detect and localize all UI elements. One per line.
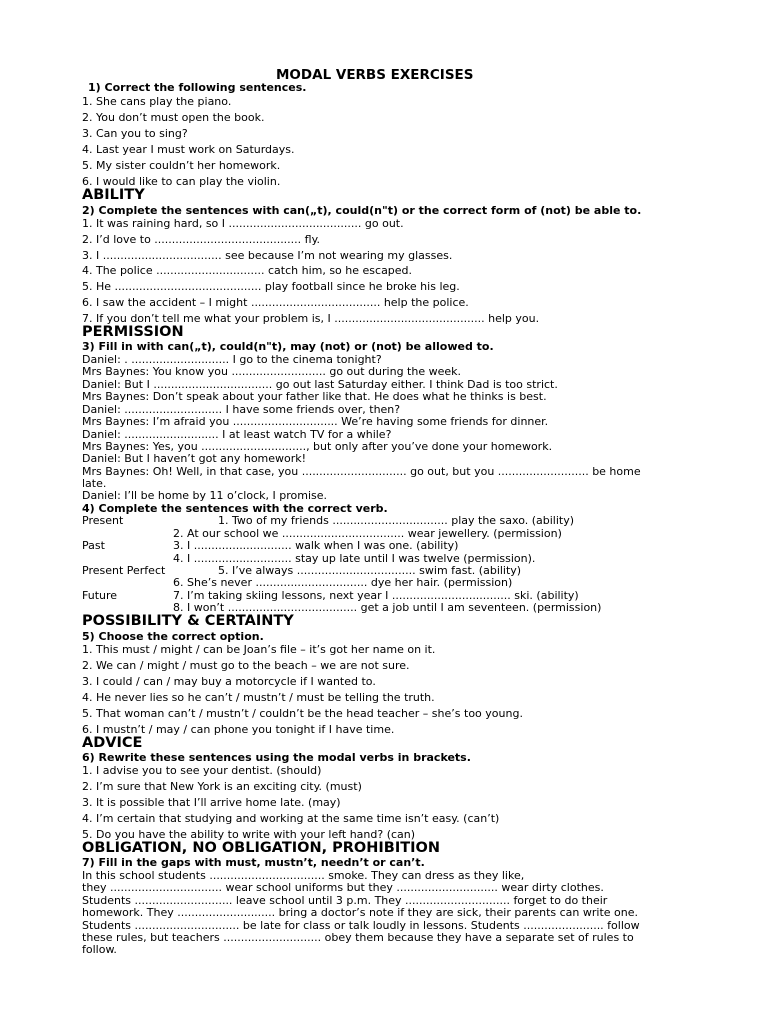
section-heading-permission: PERMISSION bbox=[82, 324, 184, 340]
tense-label: Present bbox=[82, 514, 124, 527]
list-item: 4. I ............................ stay up late until I was twelve (permission). bbox=[173, 552, 536, 565]
ex7-instruction: 7) Fill in the gaps with must, mustn’t, needn’t or can’t. bbox=[82, 856, 425, 869]
list-item: 4. He never lies so he can’t / mustn’t / must be telling the truth. bbox=[82, 691, 435, 704]
tense-label: Past bbox=[82, 539, 105, 552]
dialogue-line: Daniel: ............................ I have some friends over, then? bbox=[82, 403, 401, 416]
dialogue-line: Daniel: ........................... I at least watch TV for a while? bbox=[82, 428, 392, 441]
list-item: 3. Can you to sing? bbox=[82, 127, 188, 140]
section-heading-possibility: POSSIBILITY & CERTAINTY bbox=[82, 613, 294, 629]
list-item: 7. I’m taking skiing lessons, next year I .................................. ski. (ability) bbox=[173, 589, 579, 602]
dialogue-line: Daniel: But I haven’t got any homework! bbox=[82, 452, 307, 465]
list-item: 5. My sister couldn’t her homework. bbox=[82, 159, 281, 172]
list-item: 4. The police ............................... catch him, so he escaped. bbox=[82, 264, 413, 277]
dialogue-line: Mrs Baynes: I’m afraid you .............................. We’re having some friends for dinner. bbox=[82, 415, 549, 428]
list-item: 4. I’m certain that studying and working at the same time isn’t easy. (can’t) bbox=[82, 812, 500, 825]
dialogue-line: Daniel: But I .................................. go out last Saturday either. I think Dad is too strict. bbox=[82, 378, 558, 391]
list-item: 1. Two of my friends ................................. play the saxo. (ability) bbox=[218, 514, 575, 527]
paragraph-line: follow. bbox=[82, 943, 117, 956]
list-item: 5. Do you have the ability to write with your left hand? (can) bbox=[82, 828, 416, 841]
list-item: 1. It was raining hard, so I ...................................... go out. bbox=[82, 217, 404, 230]
section-heading-obligation: OBLIGATION, NO OBLIGATION, PROHIBITION bbox=[82, 840, 440, 856]
paragraph-line: In this school students ................................. smoke. They can dress as they like, bbox=[82, 869, 525, 882]
ex6-instruction: 6) Rewrite these sentences using the modal verbs in brackets. bbox=[82, 751, 471, 764]
tense-label: Future bbox=[82, 589, 118, 602]
list-item: 1. I advise you to see your dentist. (should) bbox=[82, 764, 322, 777]
dialogue-line: late. bbox=[82, 477, 107, 490]
list-item: 1. She cans play the piano. bbox=[82, 95, 232, 108]
ex5-instruction: 5) Choose the correct option. bbox=[82, 630, 264, 643]
list-item: 2. I’d love to .......................................... fly. bbox=[82, 233, 321, 246]
list-item: 6. I saw the accident – I might ..................................... help the police. bbox=[82, 296, 469, 309]
ex2-instruction: 2) Complete the sentences with can(„t), could(n"t) or the correct form of (not) be able to. bbox=[82, 204, 642, 217]
list-item: 6. I would like to can play the violin. bbox=[82, 175, 281, 188]
list-item: 5. That woman can’t / mustn’t / couldn’t be the head teacher – she’s too young. bbox=[82, 707, 523, 720]
tense-label: Present Perfect bbox=[82, 564, 166, 577]
ex4-instruction: 4) Complete the sentences with the correct verb. bbox=[82, 502, 388, 515]
paragraph-line: they ................................ wear school uniforms but they ............................. wear dirty clothes. bbox=[82, 881, 604, 894]
dialogue-line: Mrs Baynes: Don’t speak about your father like that. He does what he thinks is best. bbox=[82, 390, 547, 403]
dialogue-line: Mrs Baynes: Yes, you .............................., but only after you’ve done your homework. bbox=[82, 440, 553, 453]
dialogue-line: Daniel: I’ll be home by 11 o’clock, I promise. bbox=[82, 489, 327, 502]
page-title: MODAL VERBS EXERCISES bbox=[276, 67, 474, 83]
paragraph-line: these rules, but teachers ............................ obey them because they have a separate set of rules to bbox=[82, 931, 634, 944]
paragraph-line: Students .............................. be late for class or talk loudly in lessons. Students ....................... follow bbox=[82, 919, 640, 932]
list-item: 7. If you don’t tell me what your problem is, I ........................................... help you. bbox=[82, 312, 540, 325]
dialogue-line: Daniel: . ............................ I go to the cinema tonight? bbox=[82, 353, 382, 366]
list-item: 3. I could / can / may buy a motorcycle if I wanted to. bbox=[82, 675, 376, 688]
dialogue-line: Mrs Baynes: You know you ........................... go out during the week. bbox=[82, 365, 461, 378]
list-item: 3. I .................................. see because I’m not wearing my glasses. bbox=[82, 249, 453, 262]
ex3-instruction: 3) Fill in with can(„t), could(n"t), may (not) or (not) be allowed to. bbox=[82, 340, 494, 353]
paragraph-line: homework. They ............................ bring a doctor’s note if they are sick, their parents can write one. bbox=[82, 906, 638, 919]
list-item: 6. I mustn’t / may / can phone you tonight if I have time. bbox=[82, 723, 395, 736]
list-item: 3. It is possible that I’ll arrive home late. (may) bbox=[82, 796, 341, 809]
section-heading-ability: ABILITY bbox=[82, 187, 145, 203]
list-item: 3. I ............................ walk when I was one. (ability) bbox=[173, 539, 459, 552]
list-item: 2. At our school we ................................... wear jewellery. (permission) bbox=[173, 527, 562, 540]
list-item: 8. I won’t ..................................... get a job until I am seventeen. (permission) bbox=[173, 601, 602, 614]
list-item: 4. Last year I must work on Saturdays. bbox=[82, 143, 295, 156]
list-item: 2. You don’t must open the book. bbox=[82, 111, 265, 124]
list-item: 5. I’ve always .................................. swim fast. (ability) bbox=[218, 564, 522, 577]
list-item: 2. We can / might / must go to the beach – we are not sure. bbox=[82, 659, 410, 672]
list-item: 2. I’m sure that New York is an exciting city. (must) bbox=[82, 780, 362, 793]
ex1-instruction: 1) Correct the following sentences. bbox=[88, 81, 307, 94]
section-heading-advice: ADVICE bbox=[82, 735, 143, 751]
list-item: 5. He .......................................... play football since he broke his leg. bbox=[82, 280, 460, 293]
dialogue-line: Mrs Baynes: Oh! Well, in that case, you .............................. go out, but you .......................... be home bbox=[82, 465, 641, 478]
list-item: 1. This must / might / can be Joan’s file – it’s got her name on it. bbox=[82, 643, 436, 656]
paragraph-line: Students ............................ leave school until 3 p.m. They .............................. forget to do their bbox=[82, 894, 608, 907]
list-item: 6. She’s never ................................ dye her hair. (permission) bbox=[173, 576, 513, 589]
